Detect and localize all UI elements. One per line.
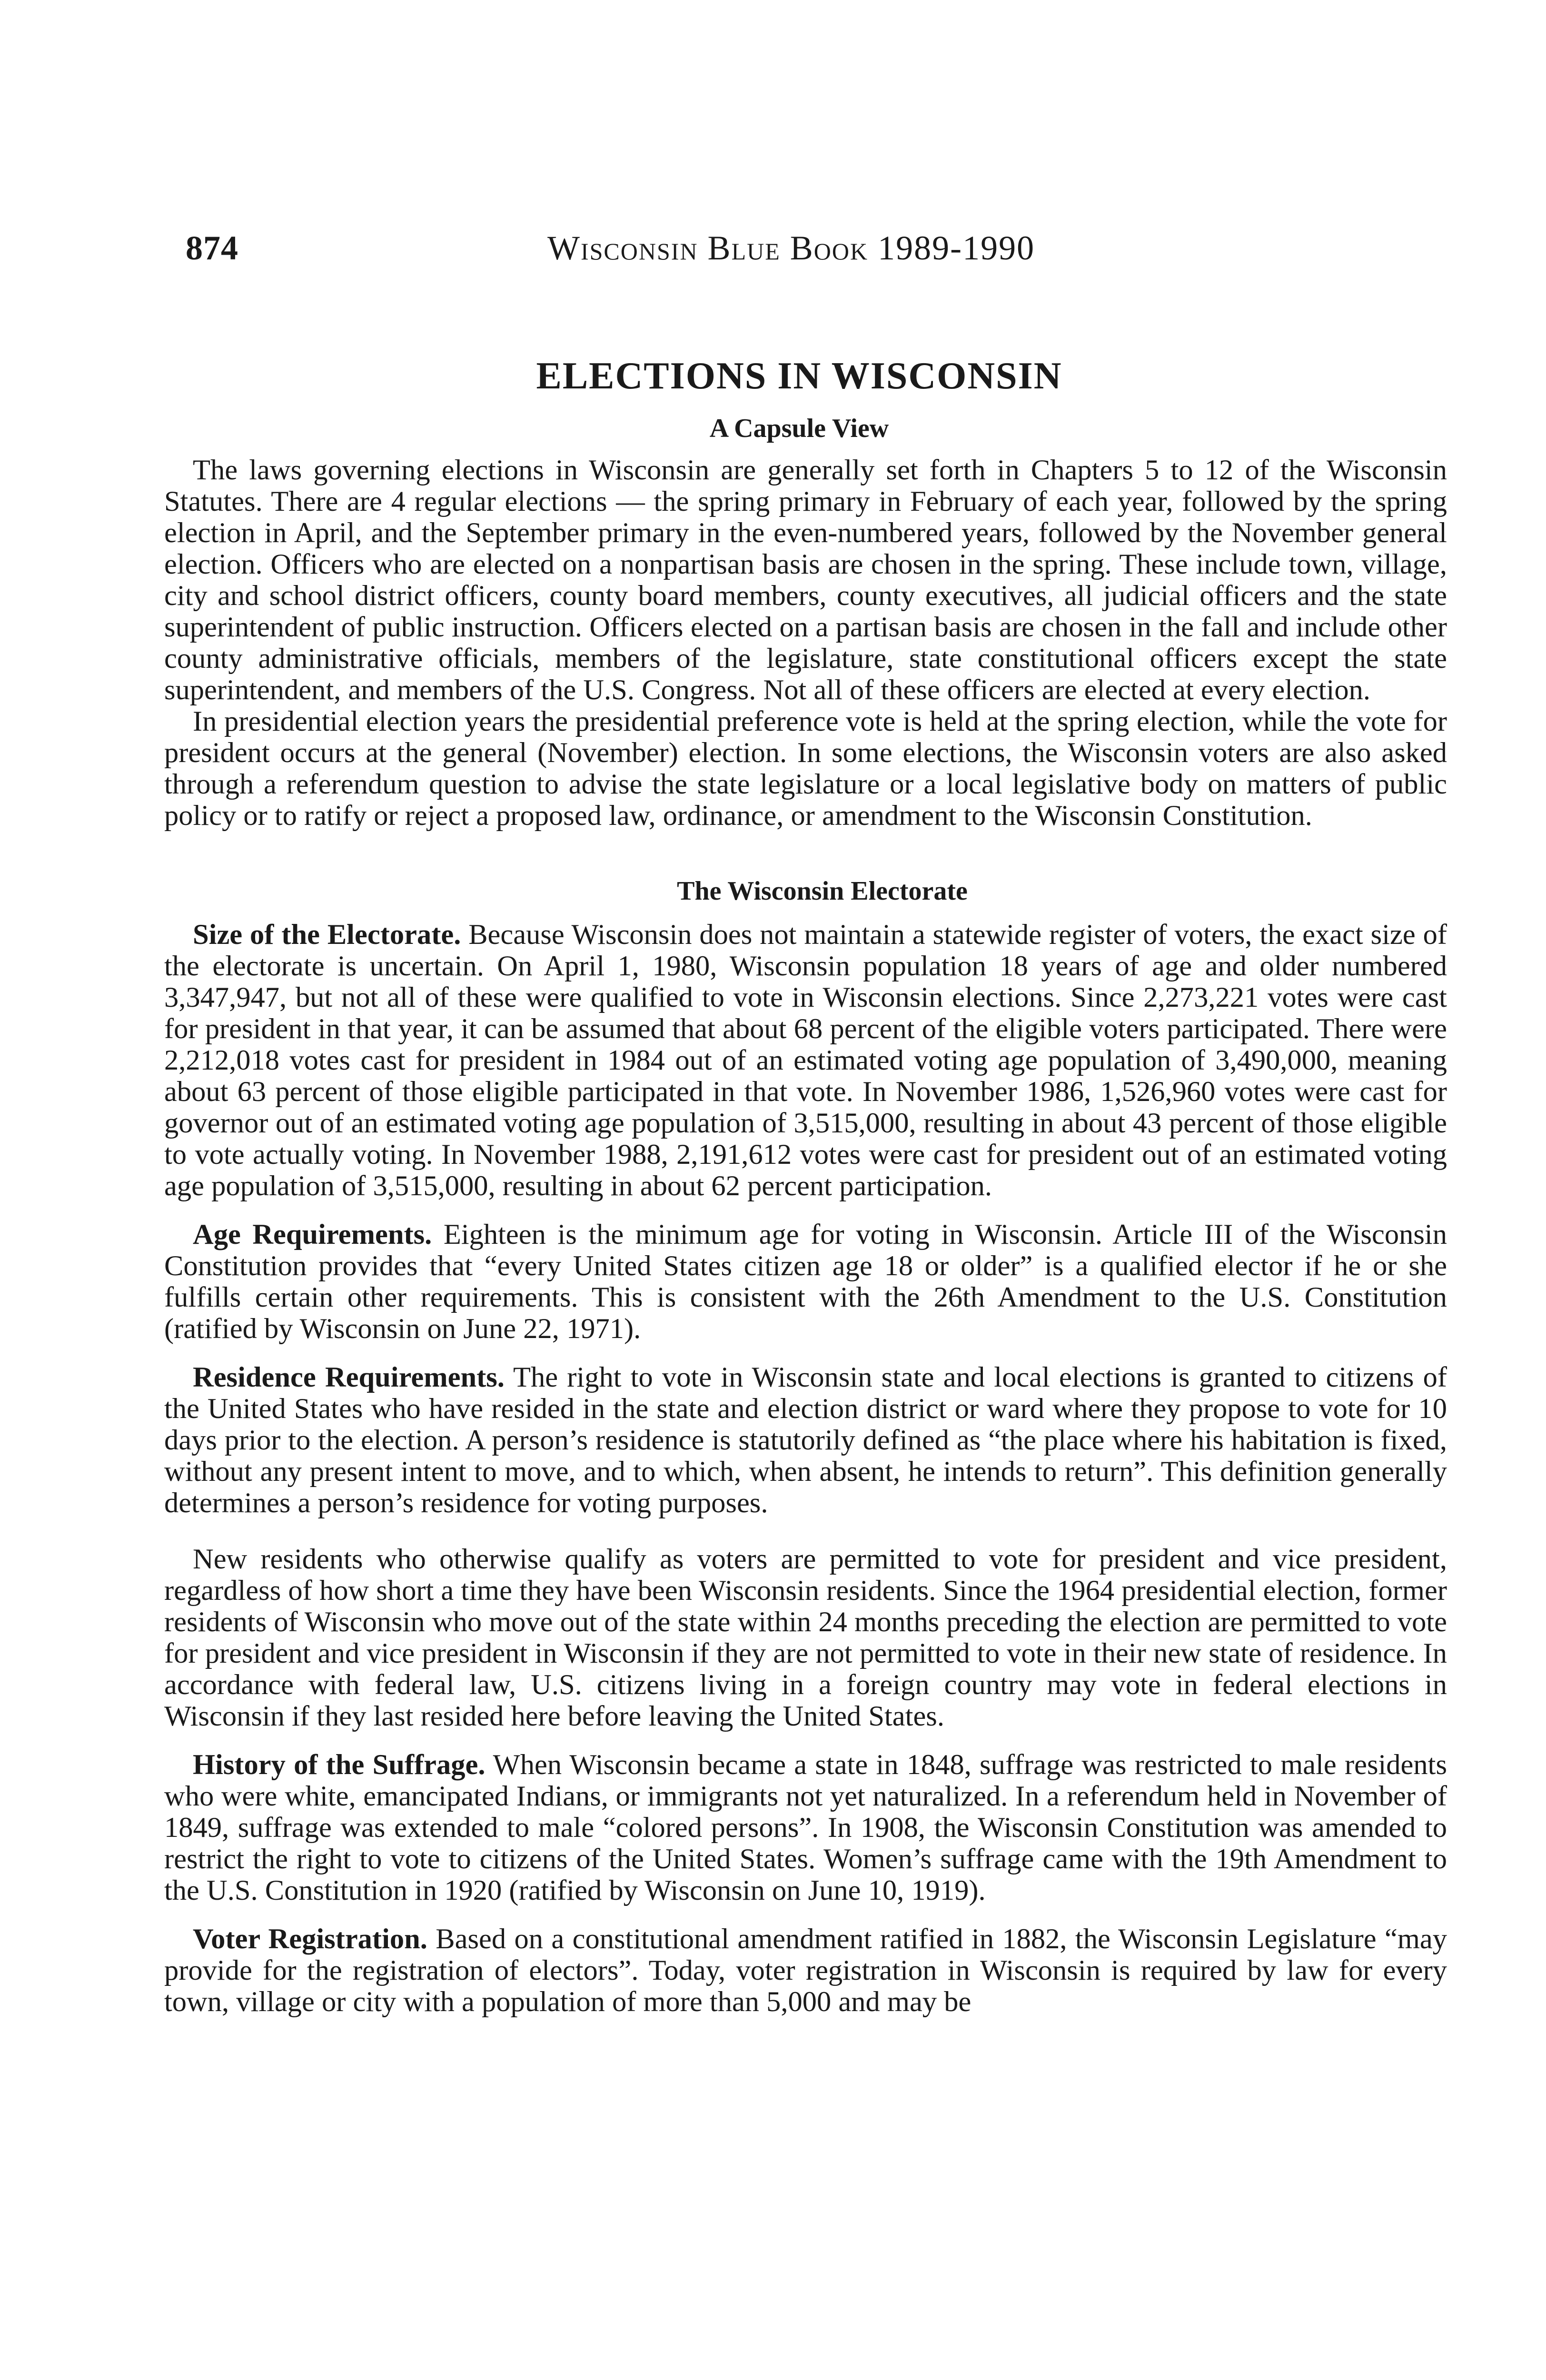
- paragraph-text: Because Wisconsin does not maintain a statewide register of voters, the exact size of the electorate is uncertain. On April 1, 1980, Wisconsin population 18 years of age and older numbered 3,347,947, but not all of these were qualified to vote in Wisconsin elections. Since 2,273,221 votes were cast for president in that year, it can be assumed that about 68 percent of the eligible voters participated. There were 2,212,018 votes cast for president in 1984 out of an estimated voting age population of 3,490,000, meaning about 63 percent of those eligible participated in that vote. In November 1986, 1,526,960 votes were cast for governor out of an estimated voting age population of 3,515,000, resulting in about 43 percent of those eligible to vote actually voting. In November 1988, 2,191,612 votes were cast for president out of an estimated voting age population of 3,515,000, resulting in about 62 percent participation.: [164, 919, 1447, 1202]
- run-in-heading: Voter Registration.: [193, 1923, 427, 1955]
- article-title: ELECTIONS IN WISCONSIN: [536, 355, 1062, 397]
- run-in-heading: Age Requirements.: [193, 1219, 432, 1250]
- section-paragraph-residence-requirements: [164, 1362, 1447, 1519]
- paragraph-text: New residents who otherwise qualify as voters are permitted to vote for president and vice president, regardless of how short a time they have been Wisconsin residents. Since the 1964 presidential election, former residents of Wisconsin who move out of the state within 24 months preceding the election are permitted to vote for president and vice president in Wisconsin if they are not permitted to vote in their new state of residence. In accordance with federal law, U.S. citizens living in a foreign country may vote in federal elections in Wisconsin if they last resided here before leaving the United States.: [164, 1543, 1447, 1732]
- run-in-heading: History of the Suffrage.: [193, 1749, 486, 1781]
- section-heading: The Wisconsin Electorate: [677, 876, 968, 906]
- section-paragraph-history-of-suffrage: [164, 1749, 1447, 1906]
- run-in-heading: Residence Requirements.: [193, 1361, 505, 1393]
- paragraph-text: When Wisconsin became a state in 1848, suffrage was restricted to male residents who were white, emancipated Indians, or immigrants not yet naturalized. In a referendum held in November of 1849, suffrage was extended to male “colored persons”. In 1908, the Wisconsin Constitution was amended to restrict the right to vote to citizens of the United States. Women’s suffrage came with the 19th Amendment to the U.S. Constitution in 1920 (ratified by Wisconsin on June 10, 1919).: [164, 1749, 1447, 1906]
- paragraph-text: Eighteen is the minimum age for voting in Wisconsin. Article III of the Wisconsin Constitution provides that “every United States citizen age 18 or older” is a qualified elector if he or she fulfills certain other requirements. This is consistent with the 26th Amendment to the U.S. Constitution (ratified by Wisconsin on June 22, 1971).: [164, 1219, 1447, 1345]
- page-number: 874: [186, 229, 238, 267]
- article-body: [164, 455, 1447, 2018]
- paragraph-text: Based on a constitutional amendment ratified in 1882, the Wisconsin Legislature “may provide for the registration of electors”. Today, voter registration in Wisconsin is required by law for every town, village or city with a population of more than 5,000 and may be: [164, 1923, 1447, 2018]
- book-title: Wisconsin Blue Book 1989-1990: [547, 229, 1035, 267]
- section-paragraph-new-residents: [164, 1544, 1447, 1732]
- intro-paragraph: The laws governing elections in Wisconsin are generally set forth in Chapters 5 to 12 of the Wisconsin Statutes. There are 4 regular elections — the spring primary in February of each year, followed by the spring election in April, and the September primary in the even-numbered years, followed by the November general election. Officers who are elected on a nonpartisan basis are chosen in the spring. These include town, village, city and school district officers, county board members, county executives, all judicial officers and the state superintendent of public instruction. Officers elected on a partisan basis are chosen in the fall and include other county administrative officials, members of the legislature, state constitutional officers except the state superintendent, and members of the U.S. Congress. Not all of these officers are elected at every election.: [164, 454, 1447, 706]
- paragraph-text: The right to vote in Wisconsin state and local elections is granted to citizens of the United States who have resided in the state and election district or ward where they propose to vote for 10 days prior to the election. A person’s residence is statutorily defined as “the place where his habitation is fixed, without any present intent to move, and to which, when absent, he intends to return”. This definition generally determines a person’s residence for voting purposes.: [164, 1361, 1447, 1519]
- section-paragraph-age-requirements: [164, 1219, 1447, 1345]
- run-in-heading: Size of the Electorate.: [193, 919, 461, 951]
- running-head: [186, 228, 1461, 276]
- article-subtitle: A Capsule View: [709, 414, 889, 443]
- section-paragraph-size-of-electorate: [164, 919, 1447, 1202]
- section-paragraph-voter-registration: [164, 1924, 1447, 2018]
- intro-paragraph: In presidential election years the presidential preference vote is held at the spring election, while the vote for president occurs at the general (November) election. In some elections, the Wisconsin voters are also asked through a referendum question to advise the state legislature or a local legislative body on matters of public policy or to ratify or reject a proposed law, ordinance, or amendment to the Wisconsin Constitution.: [164, 705, 1447, 832]
